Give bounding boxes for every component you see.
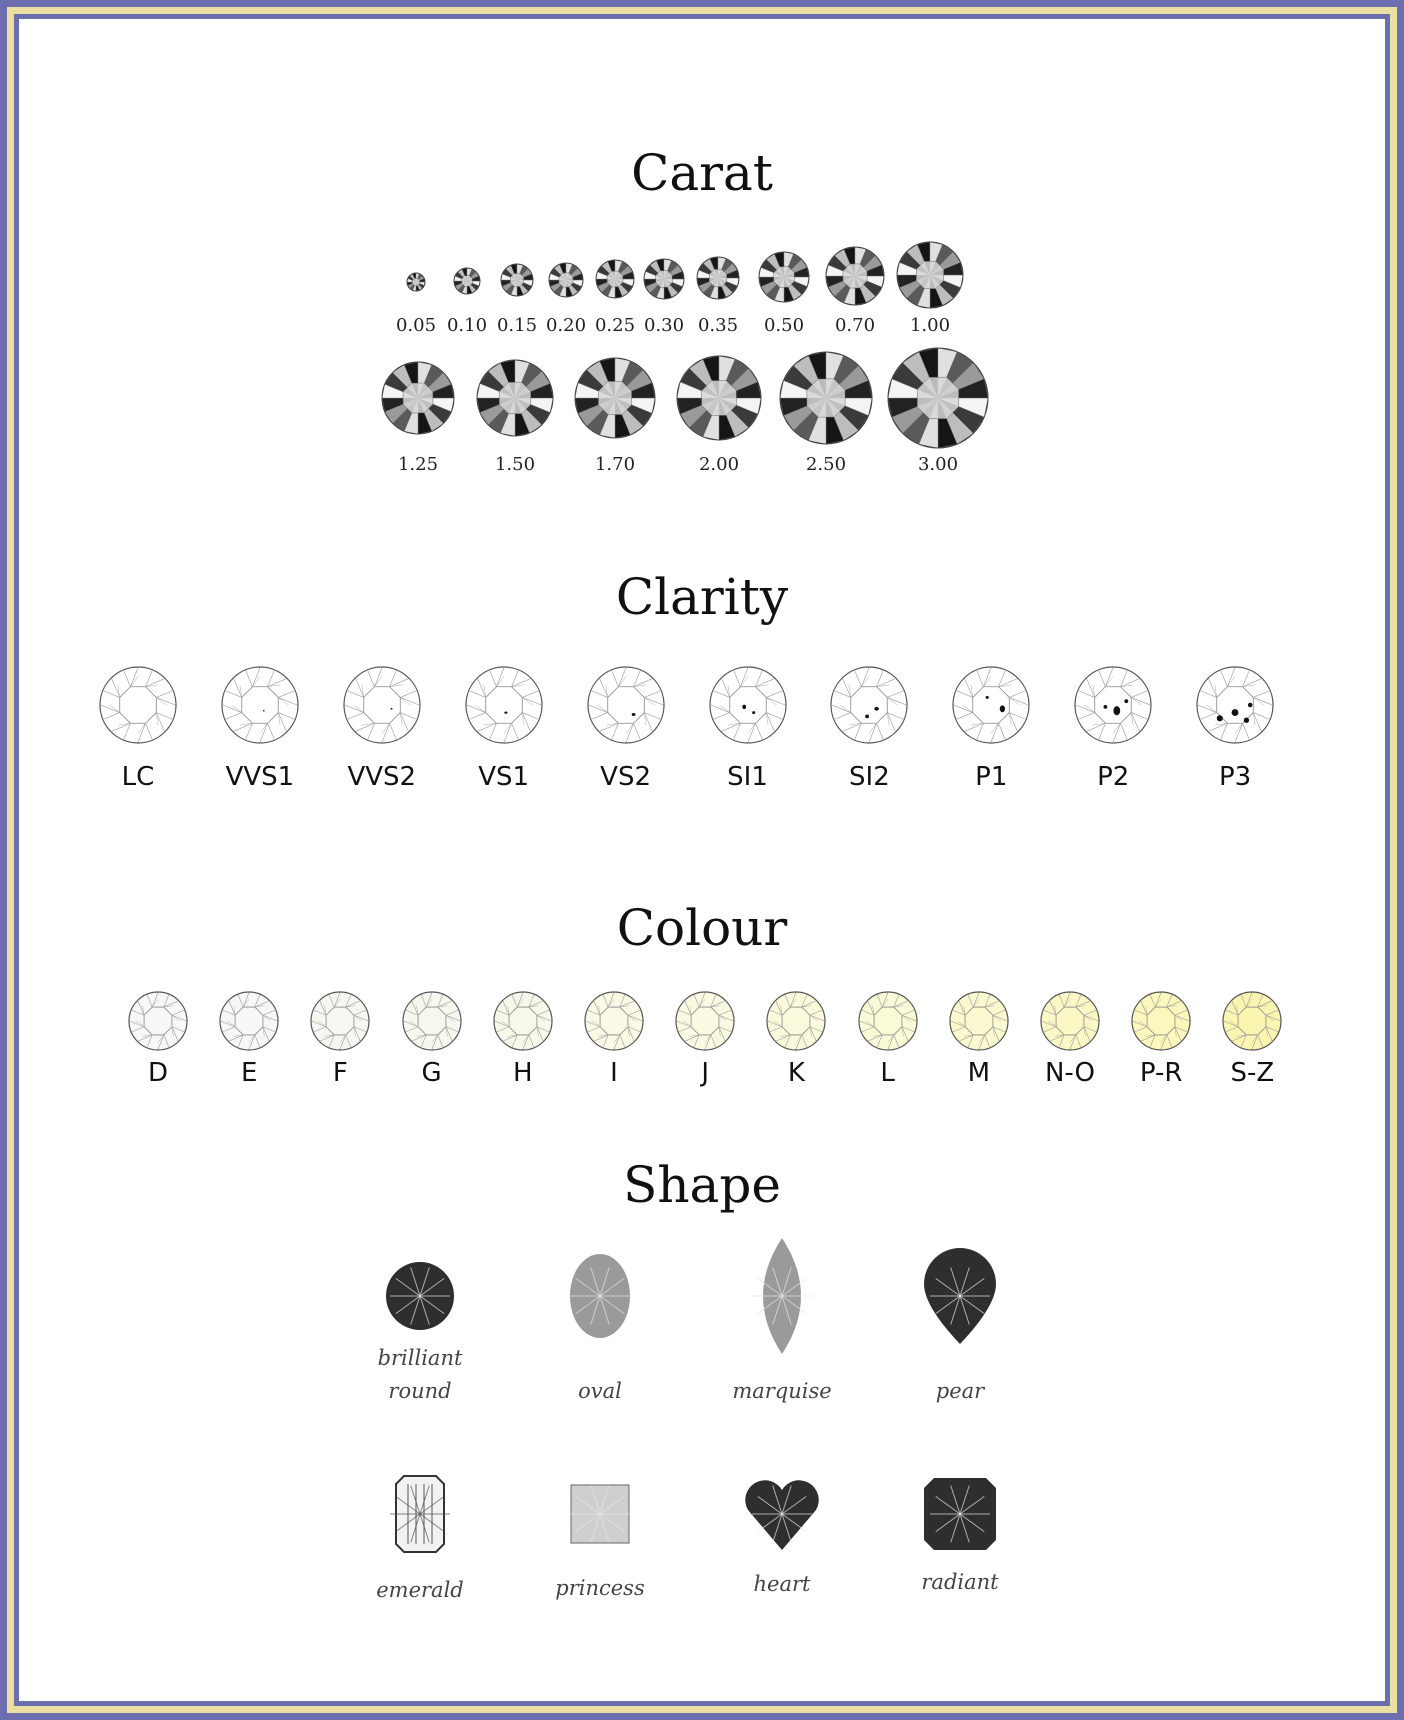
- colour-label: F: [332, 1058, 348, 1088]
- colour-swatch: [765, 990, 827, 1052]
- colour-swatch: [127, 990, 189, 1052]
- carat-diamond: [573, 356, 657, 440]
- colour-label: L: [880, 1058, 895, 1088]
- carat-diamond: [452, 266, 482, 296]
- carat-label: 2.00: [698, 454, 740, 475]
- carat-label: 0.70: [834, 315, 876, 336]
- carat-diamond: [642, 257, 686, 301]
- carat-label: 0.30: [643, 315, 685, 336]
- carat-diamond: [675, 354, 763, 442]
- clarity-label: VVS2: [347, 762, 417, 792]
- carat-diamond: [895, 240, 965, 310]
- clarity-label: SI2: [849, 762, 890, 792]
- colour-swatch: [583, 990, 645, 1052]
- radiant-diamond-icon: [910, 1454, 1010, 1574]
- carat-label: 3.00: [917, 454, 959, 475]
- carat-label: 2.50: [805, 454, 847, 475]
- colour-title: Colour: [616, 899, 788, 957]
- colour-label: P-R: [1139, 1058, 1183, 1088]
- carat-diamond: [405, 271, 427, 293]
- shape-label: emerald: [376, 1578, 464, 1602]
- colour-label: D: [147, 1058, 169, 1088]
- colour-label: H: [513, 1058, 533, 1088]
- colour-swatch: [309, 990, 371, 1052]
- colour-swatch: [1221, 990, 1283, 1052]
- carat-label: 0.35: [697, 315, 739, 336]
- clarity-diagram: [220, 665, 300, 745]
- colour-label: S-Z: [1230, 1058, 1275, 1088]
- colour-label: I: [610, 1058, 618, 1088]
- clarity-label: VVS1: [225, 762, 295, 792]
- colour-swatch: [1130, 990, 1192, 1052]
- shape-label: heart: [753, 1572, 811, 1596]
- clarity-diagram: [98, 665, 178, 745]
- oval-diamond-icon: [550, 1236, 650, 1356]
- carat-label: 1.70: [594, 454, 636, 475]
- carat-label: 0.05: [395, 315, 437, 336]
- colour-label: M: [967, 1058, 991, 1088]
- clarity-diagram: [342, 665, 422, 745]
- clarity-label: LC: [121, 762, 155, 792]
- shape-label: pear: [935, 1379, 985, 1403]
- clarity-diagram: [829, 665, 909, 745]
- colour-swatch: [674, 990, 736, 1052]
- carat-label: 0.25: [594, 315, 636, 336]
- carat-diamond: [547, 261, 585, 299]
- pear-diamond-icon: [910, 1236, 1010, 1356]
- clarity-diagram: [708, 665, 788, 745]
- colour-swatch: [857, 990, 919, 1052]
- clarity-label: VS2: [600, 762, 652, 792]
- carat-label: 0.20: [545, 315, 587, 336]
- clarity-diagram: [951, 665, 1031, 745]
- colour-swatch: [492, 990, 554, 1052]
- clarity-title: Clarity: [615, 568, 789, 626]
- colour-swatch: [218, 990, 280, 1052]
- clarity-label: VS1: [478, 762, 530, 792]
- carat-label: 0.50: [763, 315, 805, 336]
- colour-label: J: [701, 1058, 710, 1088]
- carat-diamond: [824, 245, 886, 307]
- carat-label: 1.50: [494, 454, 536, 475]
- clarity-diagram: [1195, 665, 1275, 745]
- marquise-diamond-icon: [732, 1236, 832, 1356]
- shape-label: oval: [578, 1379, 622, 1403]
- carat-diamond: [695, 255, 741, 301]
- colour-swatch: [948, 990, 1010, 1052]
- carat-diamond: [778, 350, 874, 446]
- clarity-diagram: [464, 665, 544, 745]
- colour-label: N-O: [1044, 1058, 1096, 1088]
- round-diamond-icon: [370, 1236, 470, 1356]
- clarity-label: P3: [1218, 762, 1252, 792]
- carat-title: Carat: [631, 144, 773, 202]
- clarity-diagram: [1073, 665, 1153, 745]
- carat-diamond: [475, 358, 555, 438]
- carat-diamond: [886, 346, 990, 450]
- emerald-diamond-icon: [370, 1454, 470, 1574]
- carat-diamond: [594, 258, 636, 300]
- shape-label: round: [388, 1379, 452, 1403]
- princess-diamond-icon: [550, 1454, 650, 1574]
- shape-label: marquise: [732, 1379, 832, 1403]
- colour-swatch: [401, 990, 463, 1052]
- carat-diamond: [757, 250, 811, 304]
- clarity-label: SI1: [727, 762, 768, 792]
- shape-title: Shape: [623, 1156, 781, 1214]
- colour-swatch: [1039, 990, 1101, 1052]
- shape-label: brilliant: [377, 1346, 463, 1370]
- carat-label: 1.25: [397, 454, 439, 475]
- heart-diamond-icon: [732, 1454, 832, 1574]
- shape-label: radiant: [921, 1570, 999, 1594]
- colour-label: E: [240, 1058, 258, 1088]
- shape-label: princess: [555, 1576, 645, 1600]
- clarity-label: P2: [1097, 762, 1130, 792]
- clarity-label: P1: [975, 762, 1008, 792]
- carat-label: 0.10: [446, 315, 488, 336]
- colour-label: K: [787, 1058, 805, 1088]
- carat-diamond: [380, 360, 456, 436]
- colour-label: G: [421, 1058, 442, 1088]
- clarity-diagram: [586, 665, 666, 745]
- carat-diamond: [499, 262, 535, 298]
- carat-label: 1.00: [909, 315, 951, 336]
- carat-label: 0.15: [496, 315, 538, 336]
